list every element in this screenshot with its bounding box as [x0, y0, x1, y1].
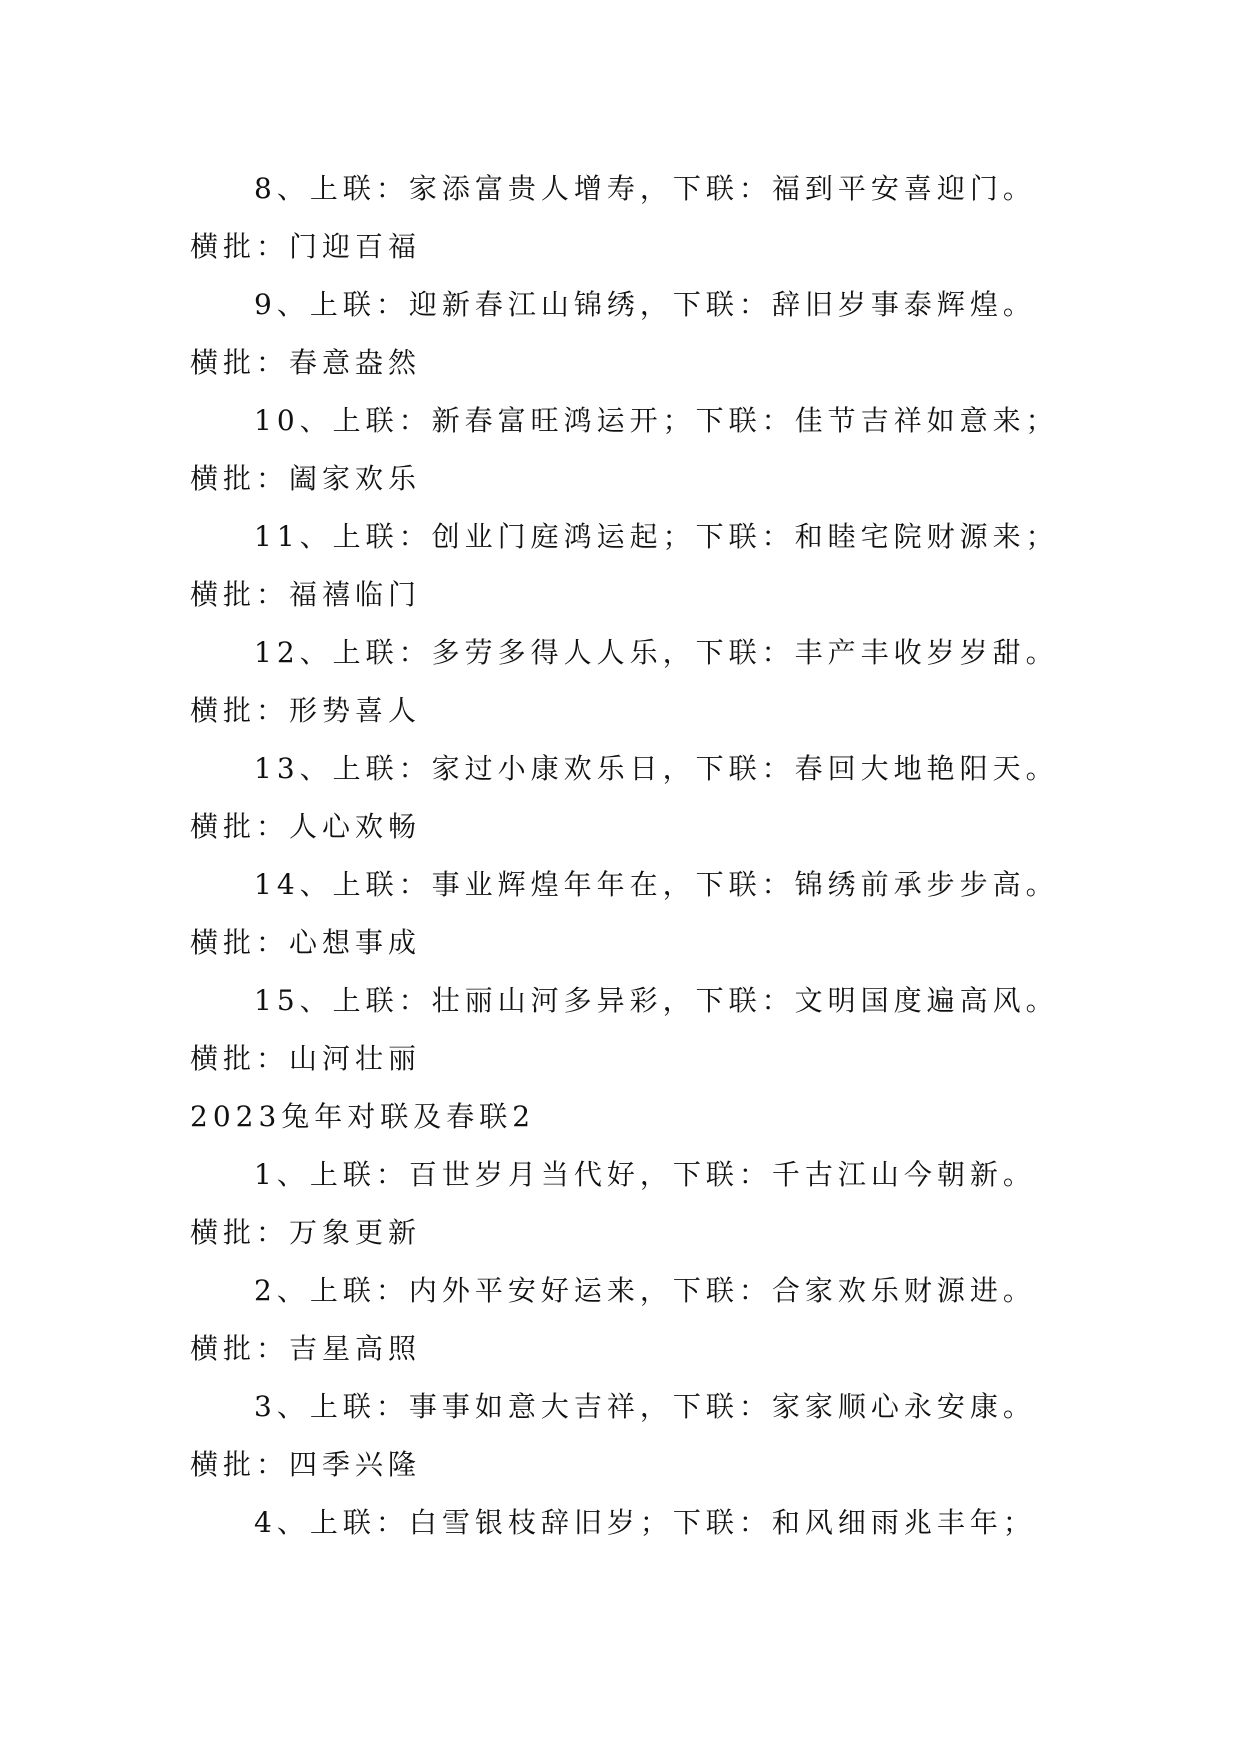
text-line: 2023兔年对联及春联2	[190, 1100, 536, 1133]
text-line: 横批：门迎百福	[190, 230, 422, 263]
text-line: 横批：山河壮丽	[190, 1042, 422, 1075]
couplet-line: 11、上联：创业门庭鸿运起；下联：和睦宅院财源来；	[254, 520, 1059, 553]
text-line: 横批：万象更新	[190, 1216, 422, 1249]
couplet-line: 10、上联：新春富旺鸿运开；下联：佳节吉祥如意来；	[254, 404, 1059, 437]
text-line: 横批：福禧临门	[190, 578, 422, 611]
couplet-line: 12、上联：多劳多得人人乐，下联：丰产丰收岁岁甜。	[254, 636, 1059, 669]
text-line: 横批：四季兴隆	[190, 1448, 422, 1481]
couplet-line: 8、上联：家添富贵人增寿，下联：福到平安喜迎门。	[254, 172, 1036, 205]
couplet-line: 9、上联：迎新春江山锦绣，下联：辞旧岁事泰辉煌。	[254, 288, 1036, 321]
text-line: 横批：阖家欢乐	[190, 462, 422, 495]
couplet-line: 13、上联：家过小康欢乐日，下联：春回大地艳阳天。	[254, 752, 1059, 785]
couplet-line: 15、上联：壮丽山河多异彩，下联：文明国度遍高风。	[254, 984, 1059, 1017]
document-body	[190, 160, 1090, 1552]
text-line: 横批：心想事成	[190, 926, 422, 959]
couplet-line: 4、上联：白雪银枝辞旧岁；下联：和风细雨兆丰年；	[254, 1506, 1036, 1539]
text-line: 横批：春意盎然	[190, 346, 422, 379]
couplet-line: 1、上联：百世岁月当代好，下联：千古江山今朝新。	[254, 1158, 1036, 1191]
couplet-line: 14、上联：事业辉煌年年在，下联：锦绣前承步步高。	[254, 868, 1059, 901]
text-line: 横批：吉星高照	[190, 1332, 422, 1365]
text-line: 横批：形势喜人	[190, 694, 422, 727]
couplet-line: 3、上联：事事如意大吉祥，下联：家家顺心永安康。	[254, 1390, 1036, 1423]
couplet-line: 2、上联：内外平安好运来，下联：合家欢乐财源进。	[254, 1274, 1036, 1307]
text-line: 横批：人心欢畅	[190, 810, 422, 843]
